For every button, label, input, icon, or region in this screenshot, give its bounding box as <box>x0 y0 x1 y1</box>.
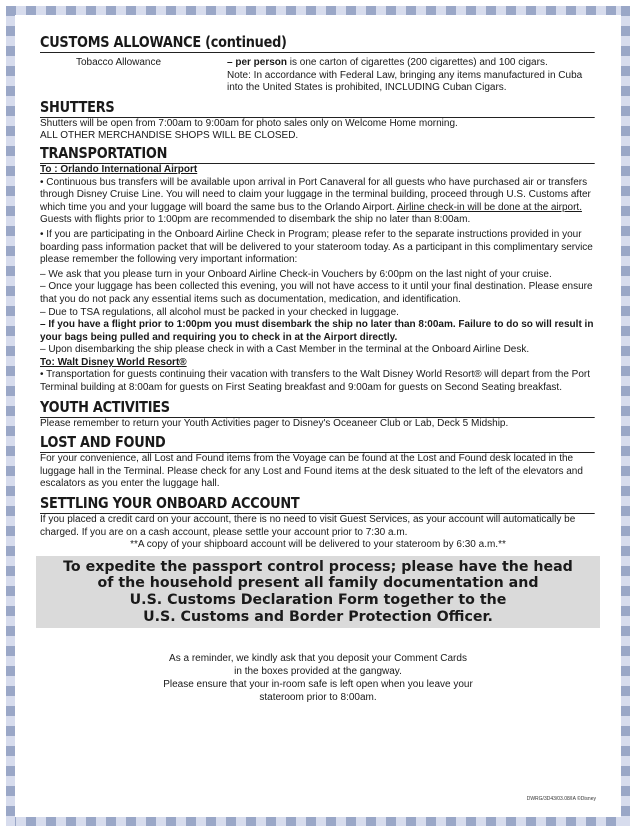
youth-text: Please remember to return your Youth Activities pager to Disney's Oceaneer Club or Lab, Deck 5 Midship. <box>40 417 509 429</box>
airport-paragraph <box>40 177 596 227</box>
wdw-paragraph: • Transportation for guests continuing their vacation with transfers to the Walt Disney World Resort® will depart from the Port Terminal building at 8:00am for guests on First Seating breakfast and 9:00am for guests on Second Seating breakfast. <box>40 369 590 394</box>
tobacco-row <box>40 57 596 95</box>
bullet-vouchers: – We ask that you please turn in your Onboard Airline Check-in Vouchers by 6:00pm on the last night of your cruise. <box>40 268 552 280</box>
bullet-tsa: – Due to TSA regulations, all alcohol must be packed in your checked in luggage. <box>40 306 399 318</box>
banner-line3: U.S. Customs Declaration Form together to the <box>129 592 507 608</box>
airport-text-b: Guests with flights prior to 1:00pm are recommended to disembark the ship no later than 8:00am. <box>40 214 471 226</box>
airport-subheading: To : Orlando International Airport <box>40 163 198 175</box>
bullet-luggage: – Once your luggage has been collected this evening, you will not have access to it until your final destination. Please ensure that you do not pack any essential items such as documentation, medication, and identification. <box>40 281 593 305</box>
airline-checkin-note: Airline check-in will be done at the airport. <box>396 201 582 213</box>
airport-text-a: • Continuous bus transfers will be available upon arrival in Port Canaveral for all guests who have purchased air or transfers through Disney Cruise Line. You will need to claim your luggage in the terminal building, proceed through U.S. Customs after which time you and your luggage will board the same bus to the Orlando Airport. <box>40 176 591 213</box>
shutters-line1: Shutters will be open from 7:00am to 9:00am for photo sales only on Welcome Home morning. <box>40 117 458 129</box>
bullet-flight-warning: – If you have a flight prior to 1:00pm you must disembark the ship no later than 8:00am. Failure to do so will result in your bags being pulled and requiring you to check in at the Airport directly. <box>40 319 594 343</box>
tobacco-note: Note: In accordance with Federal Law, bringing any items manufactured in Cuba into the United States is prohibited, INCLUDING Cuban Cigars. <box>227 69 583 94</box>
tobacco-prefix: – per person <box>227 57 288 68</box>
tobacco-text: is one carton of cigarettes (200 cigarettes) and 100 cigars. <box>287 57 548 68</box>
customs-heading: CUSTOMS ALLOWANCE (continued) <box>40 34 595 53</box>
passport-control-banner <box>36 556 600 628</box>
wdw-subheading: To: Walt Disney World Resort® <box>40 356 187 368</box>
account-copy-note: **A copy of your shipboard account will be delivered to your stateroom by 6:30 a.m.** <box>130 539 506 551</box>
bullet-cast-member: – Upon disembarking the ship please check in with a Cast Member in the terminal at the Onboard Airline Desk. <box>40 344 530 356</box>
reminder-line1: As a reminder, we kindly ask that you deposit your Comment Cards <box>169 653 467 665</box>
document-body <box>40 34 596 704</box>
tobacco-value <box>227 57 596 95</box>
shutters-heading: SHUTTERS <box>40 99 595 118</box>
shutters-line2: ALL OTHER MERCHANDISE SHOPS WILL BE CLOSED. <box>40 130 299 142</box>
tobacco-label: Tobacco Allowance <box>76 57 162 68</box>
account-heading: SETTLING YOUR ONBOARD ACCOUNT <box>40 495 595 514</box>
footer-code: DWRG/3D43/03.08/IA ©Disney <box>526 796 596 802</box>
reminder-block <box>40 652 596 704</box>
banner-line2: of the household present all family documentation and <box>97 575 539 592</box>
youth-heading: YOUTH ACTIVITIES <box>40 399 595 418</box>
reminder-line4: stateroom prior to 8:00am. <box>259 692 377 704</box>
banner-line4: U.S. Customs and Border Protection Officer. <box>143 608 493 625</box>
lost-found-heading: LOST AND FOUND <box>40 434 595 453</box>
reminder-line2: in the boxes provided at the gangway. <box>234 666 402 678</box>
account-text: If you placed a credit card on your account, there is no need to visit Guest Services, as your account will automatically be charged. If you are on a cash account, please settle your account prior to 7:30 a.m. <box>40 514 576 538</box>
lost-found-text: For your convenience, all Lost and Found items from the Voyage can be found at the Lost and Found desk located in the luggage hall in the Terminal. Please check for any Lost and Found items at the desk situated to the left of the elevators and escalators as you enter the luggage hall. <box>40 453 583 490</box>
reminder-line3: Please ensure that your in-room safe is left open when you leave your <box>163 679 473 691</box>
transportation-heading: TRANSPORTATION <box>40 145 595 164</box>
banner-line1: To expedite the passport control process; please have the head <box>63 558 573 575</box>
onboard-checkin-paragraph: • If you are participating in the Onboard Airline Check in Program; please refer to the separate instructions provided in your boarding pass information packet that will be delivered to your stateroom today. As a participant in this complimentary service please remember the following very important information: <box>40 228 593 266</box>
